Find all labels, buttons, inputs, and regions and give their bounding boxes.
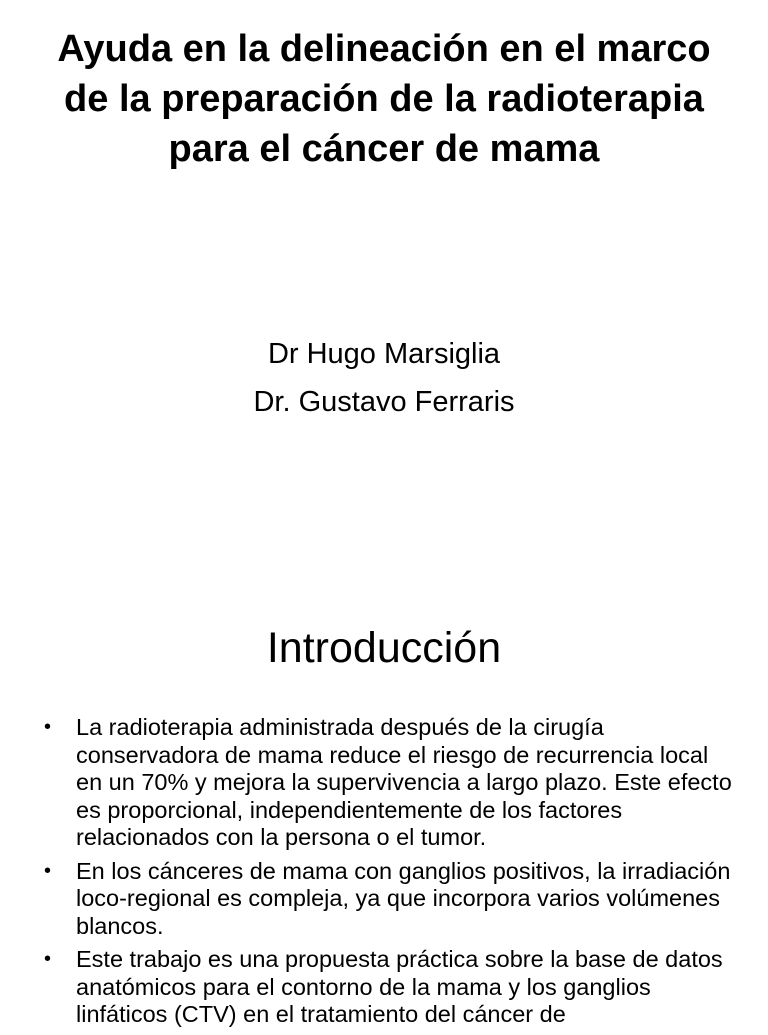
author-name: Dr Hugo Marsiglia <box>267 338 501 370</box>
bullet-item <box>0 714 768 852</box>
bullet-marker-icon: • <box>44 859 52 882</box>
slide-title: Ayuda en la delineación en el marco de la preparación de la radioterapia para el cáncer de mama <box>57 28 711 170</box>
author-name: Dr. Gustavo Ferraris <box>253 386 515 418</box>
bullet-item <box>0 946 768 1029</box>
bullet-item <box>0 858 768 941</box>
bullet-text: Este trabajo es una propuesta práctica sobre la base de datos anatómicos para el contorno de la mama y los ganglios linfáticos (CTV) en el tratamiento del cáncer de <box>76 946 723 1027</box>
bullet-text: En los cánceres de mama con ganglios positivos, la irradiación loco-regional es compleja, ya que incorpora varios volúmenes blancos. <box>76 857 731 939</box>
bullet-marker-icon: • <box>44 948 52 970</box>
bullet-marker-icon: • <box>44 716 52 738</box>
section-title: Introducción <box>266 624 502 672</box>
bullet-text: La radioterapia administrada después de la cirugía conservadora de mama reduce el riesgo de recurrencia local en un 70% y mejora la supervivencia a largo plazo. Este efecto es proporcional, independientemente de los factores relacionados con la persona o el tumor. <box>76 714 732 850</box>
authors-block <box>0 330 768 426</box>
intro-slide <box>0 600 768 1027</box>
bullet-list <box>0 714 768 1035</box>
